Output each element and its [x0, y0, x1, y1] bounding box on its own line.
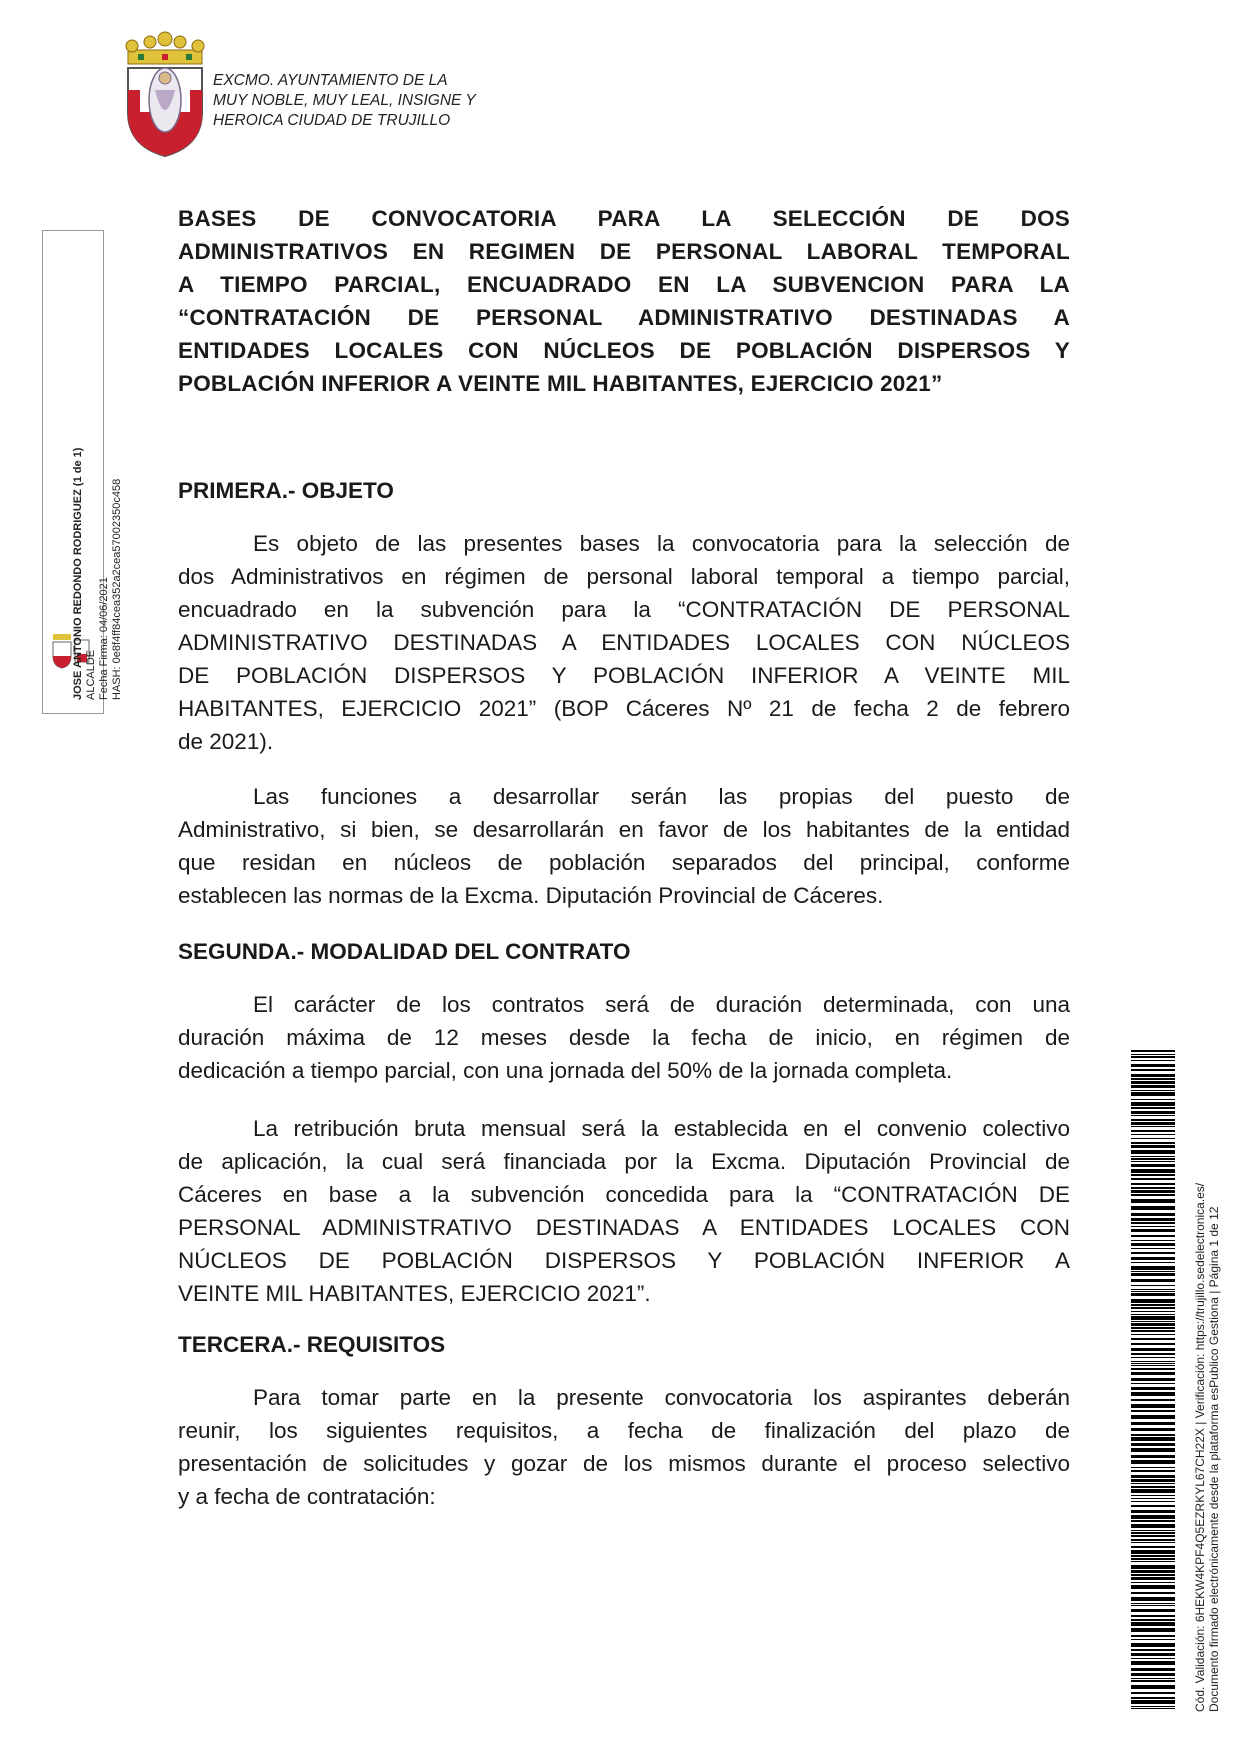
text-line: dos Administrativos en régimen de personal laboral temporal a tiempo parcial,	[178, 564, 1070, 589]
barcode-bar	[1131, 1680, 1175, 1682]
barcode-bar	[1131, 1102, 1175, 1106]
barcode-bar	[1131, 1708, 1175, 1709]
barcode-bar	[1131, 1649, 1175, 1651]
text-line: VEINTE MIL HABITANTES, EJERCICIO 2021”.	[178, 1281, 651, 1306]
org-line: MUY NOBLE, MUY LEAL, INSIGNE Y	[213, 92, 476, 109]
title-line: POBLACIÓN INFERIOR A VEINTE MIL HABITANTES, EJERCICIO 2021”	[178, 371, 943, 396]
text-line: DE POBLACIÓN DISPERSOS Y POBLACIÓN INFERIOR A VEINTE MIL	[178, 663, 1070, 688]
barcode-bar	[1131, 1383, 1175, 1384]
barcode-bar	[1131, 1285, 1175, 1286]
barcode-bar	[1131, 1455, 1175, 1458]
barcode-bar	[1131, 1622, 1175, 1626]
barcode-bar	[1131, 1539, 1175, 1541]
barcode-bar	[1131, 1119, 1175, 1121]
barcode-bar	[1131, 1372, 1175, 1375]
signature-date: Fecha Firma: 04/06/2021	[98, 577, 110, 700]
barcode-bar	[1131, 1479, 1175, 1482]
barcode-bar	[1131, 1060, 1175, 1061]
barcode-bar	[1131, 1156, 1175, 1157]
barcode-bar	[1131, 1190, 1175, 1193]
barcode-bar	[1131, 1187, 1175, 1189]
barcode-bar	[1131, 1565, 1175, 1569]
barcode-bar	[1131, 1299, 1175, 1303]
text-line: Para tomar parte en la presente convocatoria los aspirantes deberán	[253, 1385, 1070, 1410]
barcode-bar	[1131, 1343, 1175, 1345]
barcode-bar	[1131, 1368, 1175, 1370]
barcode-bar	[1131, 1692, 1175, 1694]
barcode-bar	[1131, 1501, 1175, 1502]
verification-platform-line: Documento firmado electrónicamente desde la plataforma esPublico Gestiona | Página 1 de 12	[1207, 1206, 1221, 1712]
section-heading-tercera: TERCERA.- REQUISITOS	[178, 1332, 446, 1357]
barcode-bar	[1131, 1505, 1175, 1507]
paragraph-objeto	[178, 527, 1070, 758]
text-line: Administrativo, si bien, se desarrollarán en favor de los habitantes de la entidad	[178, 817, 1070, 842]
barcode-bar	[1131, 1428, 1175, 1431]
barcode-bar	[1131, 1361, 1175, 1362]
barcode-bar	[1131, 1399, 1175, 1401]
barcode-bar	[1131, 1570, 1175, 1573]
barcode-bar	[1131, 1542, 1175, 1543]
barcode-bar	[1131, 1099, 1175, 1100]
barcode-bar	[1131, 1532, 1175, 1534]
text-line: de 2021).	[178, 729, 274, 754]
barcode-bar	[1131, 1577, 1175, 1580]
barcode-bar	[1131, 1615, 1175, 1617]
barcode-bar	[1131, 1235, 1175, 1237]
barcode-bar	[1131, 1092, 1175, 1096]
barcode-bar	[1131, 1558, 1175, 1560]
barcode-bar	[1131, 1090, 1175, 1091]
barcode-bar	[1131, 1150, 1175, 1154]
signature-text	[72, 448, 124, 700]
title-line: “CONTRATACIÓN DE PERSONAL ADMINISTRATIVO DESTINADAS A	[178, 305, 1070, 330]
barcode-bar	[1131, 1293, 1175, 1296]
barcode-bar	[1131, 1422, 1175, 1425]
barcode-bar	[1131, 1603, 1175, 1604]
barcode-bar	[1131, 1597, 1175, 1601]
text-line: establecen las normas de la Excma. Diputación Provincial de Cáceres.	[178, 883, 884, 908]
barcode-bar	[1131, 1199, 1175, 1203]
barcode-bar	[1131, 1415, 1175, 1419]
barcode-bar	[1131, 1582, 1175, 1583]
barcode-bar	[1131, 1495, 1175, 1496]
text-line: La retribución bruta mensual será la establecida en el convenio colectivo	[253, 1116, 1070, 1141]
barcode-bar	[1131, 1443, 1175, 1446]
barcode-bar	[1131, 1291, 1175, 1292]
text-line: y a fecha de contratación:	[178, 1484, 436, 1509]
barcode-bar	[1131, 1460, 1175, 1464]
barcode-bar	[1131, 1643, 1175, 1647]
barcode-bar	[1131, 1078, 1175, 1080]
barcode-bar	[1131, 1515, 1175, 1519]
barcode-bar	[1131, 1555, 1175, 1557]
text-line: Cáceres en base a la subvención concedida para la “CONTRATACIÓN DE	[178, 1182, 1070, 1207]
title-line: ENTIDADES LOCALES CON NÚCLEOS DE POBLACIÓN DISPERSOS Y	[178, 338, 1070, 363]
barcode-bar	[1131, 1257, 1175, 1260]
text-line: NÚCLEOS DE POBLACIÓN DISPERSOS Y POBLACIÓN INFERIOR A	[178, 1248, 1070, 1273]
text-line: PERSONAL ADMINISTRATIVO DESTINADAS A ENTIDADES LOCALES CON	[178, 1215, 1070, 1240]
organization-name	[213, 71, 476, 131]
verification-text	[1193, 1183, 1221, 1712]
barcode-bar	[1131, 1365, 1175, 1366]
barcode-bar	[1131, 1085, 1175, 1088]
barcode-bar	[1131, 1240, 1175, 1241]
barcode-bar	[1131, 1222, 1175, 1224]
barcode-bar	[1131, 1685, 1175, 1689]
barcode-bar	[1131, 1330, 1175, 1332]
barcode-bar	[1131, 1348, 1175, 1351]
barcode-bar	[1131, 1158, 1175, 1160]
barcode-bar	[1131, 1314, 1175, 1315]
barcode-bar	[1131, 1064, 1175, 1067]
barcode-bar	[1131, 1678, 1175, 1679]
barcode-bar	[1131, 1081, 1175, 1084]
barcode-bar	[1131, 1592, 1175, 1594]
barcode-bar	[1131, 1069, 1175, 1071]
barcode-bar	[1131, 1252, 1175, 1254]
title-line: BASES DE CONVOCATORIA PARA LA SELECCIÓN DE DOS	[178, 206, 1070, 231]
title-line: ADMINISTRATIVOS EN REGIMEN DE PERSONAL LABORAL TEMPORAL	[178, 239, 1070, 264]
barcode-bar	[1131, 1327, 1175, 1329]
barcode-bar	[1131, 1387, 1175, 1390]
barcode-bar	[1131, 1134, 1175, 1135]
barcode-bar	[1131, 1605, 1175, 1606]
barcode-bar	[1131, 1145, 1175, 1148]
barcode-bar	[1131, 1279, 1175, 1282]
barcode-bar	[1131, 1437, 1175, 1441]
barcode-bar	[1131, 1338, 1175, 1340]
barcode-bar	[1131, 1524, 1175, 1528]
text-line: El carácter de los contratos será de duración determinada, con una	[253, 992, 1070, 1017]
barcode-bar	[1131, 1706, 1175, 1707]
barcode-bar	[1131, 1585, 1175, 1589]
barcode-bar	[1131, 1271, 1175, 1272]
barcode-bar	[1131, 1307, 1175, 1309]
barcode-bar	[1131, 1074, 1175, 1077]
barcode-bar	[1131, 1363, 1175, 1364]
barcode-bar	[1131, 1661, 1175, 1665]
barcode-bar	[1131, 1448, 1175, 1452]
barcode-bar	[1131, 1213, 1175, 1216]
barcode-bar	[1131, 1609, 1175, 1612]
barcode-bar	[1131, 1535, 1175, 1537]
barcode-bar	[1131, 1243, 1175, 1246]
barcode-bar	[1131, 1357, 1175, 1358]
barcode-bar	[1131, 1126, 1175, 1127]
title-line: A TIEMPO PARCIAL, ENCUADRADO EN LA SUBVENCION PARA LA	[178, 272, 1070, 297]
barcode-bar	[1131, 1174, 1175, 1176]
paragraph-funciones	[178, 780, 1070, 912]
barcode-bar	[1131, 1550, 1175, 1554]
barcode-bar	[1131, 1316, 1175, 1320]
barcode-bar	[1131, 1574, 1175, 1576]
barcode-bar	[1131, 1130, 1175, 1132]
barcode-bar	[1131, 1700, 1175, 1704]
barcode-bar	[1131, 1470, 1175, 1472]
barcode-bar	[1131, 1392, 1175, 1396]
barcode-bar	[1131, 1673, 1175, 1676]
barcode-bar	[1131, 1262, 1175, 1263]
barcode-bar	[1131, 1546, 1175, 1548]
barcode-bar	[1131, 1434, 1175, 1436]
barcode-bar	[1131, 1107, 1175, 1109]
barcode-bar	[1131, 1142, 1175, 1144]
barcode-bar	[1131, 1658, 1175, 1659]
barcode-bar	[1131, 1520, 1175, 1522]
barcode-bar	[1131, 1404, 1175, 1408]
barcode-bar	[1131, 1183, 1175, 1185]
paragraph-retribucion	[178, 1112, 1070, 1310]
barcode-bar	[1131, 1635, 1175, 1637]
barcode-bar	[1131, 1226, 1175, 1227]
barcode-bar	[1131, 1323, 1175, 1326]
barcode-bar	[1131, 1229, 1175, 1232]
barcode-bar	[1131, 1619, 1175, 1621]
barcode-bar	[1131, 1056, 1175, 1058]
barcode-bar	[1131, 1178, 1175, 1180]
barcode-bar	[1131, 1311, 1175, 1312]
text-line: de aplicación, la cual será financiada por la Excma. Diputación Provincial de	[178, 1149, 1070, 1174]
barcode-bar	[1131, 1475, 1175, 1478]
barcode-bar	[1131, 1697, 1175, 1699]
barcode-bar	[1131, 1653, 1175, 1656]
barcode-bar	[1131, 1266, 1175, 1270]
barcode-bar	[1131, 1628, 1175, 1632]
text-line: Es objeto de las presentes bases la convocatoria para la selección de	[253, 531, 1070, 556]
text-line: presentación de solicitudes y gozar de los mismos durante el proceso selectivo	[178, 1451, 1070, 1476]
text-line: reunir, los siguientes requisitos, a fecha de finalización del plazo de	[178, 1418, 1070, 1443]
text-line: HABITANTES, EJERCICIO 2021” (BOP Cáceres Nº 21 de fecha 2 de febrero	[178, 696, 1070, 721]
barcode-bar	[1131, 1668, 1175, 1671]
signature-hash: HASH: 0e8f4ff84cea352a2cea57002350c458	[111, 478, 123, 700]
verification-code-line: Cód. Validación: 6HEKW4KPF4Q5EZRKYL67CH22X | Verificación: https://trujillo.sedelectronica.es/	[1193, 1182, 1207, 1712]
barcode-bar	[1131, 1194, 1175, 1196]
barcode-bar	[1131, 1334, 1175, 1335]
barcode-bar	[1131, 1054, 1175, 1055]
barcode-bar	[1131, 1486, 1175, 1488]
barcode-bar	[1131, 1510, 1175, 1513]
barcode-bar	[1131, 1410, 1175, 1412]
signer-role: ALCALDE	[85, 649, 97, 700]
text-line: duración máxima de 12 meses desde la fecha de inicio, en régimen de	[178, 1025, 1070, 1050]
barcode-bar	[1131, 1561, 1175, 1562]
text-line: dedicación a tiempo parcial, con una jornada del 50% de la jornada completa.	[178, 1058, 953, 1083]
coat-of-arms-logo	[110, 30, 220, 160]
barcode-bar	[1131, 1483, 1175, 1484]
paragraph-requisitos	[178, 1381, 1070, 1513]
section-heading-segunda: SEGUNDA.- MODALIDAD DEL CONTRATO	[178, 939, 631, 964]
barcode-bar	[1131, 1164, 1175, 1167]
barcode-bar	[1131, 1169, 1175, 1173]
barcode-bar	[1131, 1639, 1175, 1640]
barcode-bar	[1131, 1111, 1175, 1114]
barcode-bar	[1131, 1467, 1175, 1468]
barcode-bar	[1131, 1353, 1175, 1355]
barcode-bar	[1131, 1489, 1175, 1493]
text-line: encuadrado en la subvención para la “CONTRATACIÓN DE PERSONAL	[178, 597, 1070, 622]
barcode-bar	[1131, 1218, 1175, 1221]
barcode-bar	[1131, 1115, 1175, 1116]
barcode-bar	[1131, 1378, 1175, 1381]
barcode-bar	[1131, 1530, 1175, 1531]
barcode-bar	[1131, 1304, 1175, 1306]
document-title	[178, 202, 1070, 400]
barcode-bar	[1131, 1161, 1175, 1162]
paragraph-caracter	[178, 988, 1070, 1087]
barcode-bar	[1131, 1273, 1175, 1276]
barcode-bar	[1131, 1122, 1175, 1125]
barcode-bar	[1131, 1050, 1175, 1052]
barcode-bar	[1131, 1289, 1175, 1290]
text-line: ADMINISTRATIVO DESTINADAS A ENTIDADES LOCALES CON NÚCLEOS	[178, 630, 1070, 655]
signer-name: JOSE ANTONIO REDONDO RODRIGUEZ (1 de 1)	[72, 447, 84, 700]
barcode-bar	[1131, 1248, 1175, 1249]
barcode-bar	[1131, 1206, 1175, 1210]
text-line: Las funciones a desarrollar serán las propias del puesto de	[253, 784, 1070, 809]
text-line: que residan en núcleos de población separados del principal, conforme	[178, 850, 1070, 875]
barcode-bar	[1131, 1321, 1175, 1322]
barcode-bar	[1131, 1138, 1175, 1139]
org-line: HEROICA CIUDAD DE TRUJILLO	[213, 112, 451, 129]
section-heading-primera: PRIMERA.- OBJETO	[178, 478, 394, 503]
verification-barcode	[1131, 1050, 1175, 1710]
barcode-bar	[1131, 1498, 1175, 1499]
org-line: EXCMO. AYUNTAMIENTO DE LA	[213, 72, 448, 89]
